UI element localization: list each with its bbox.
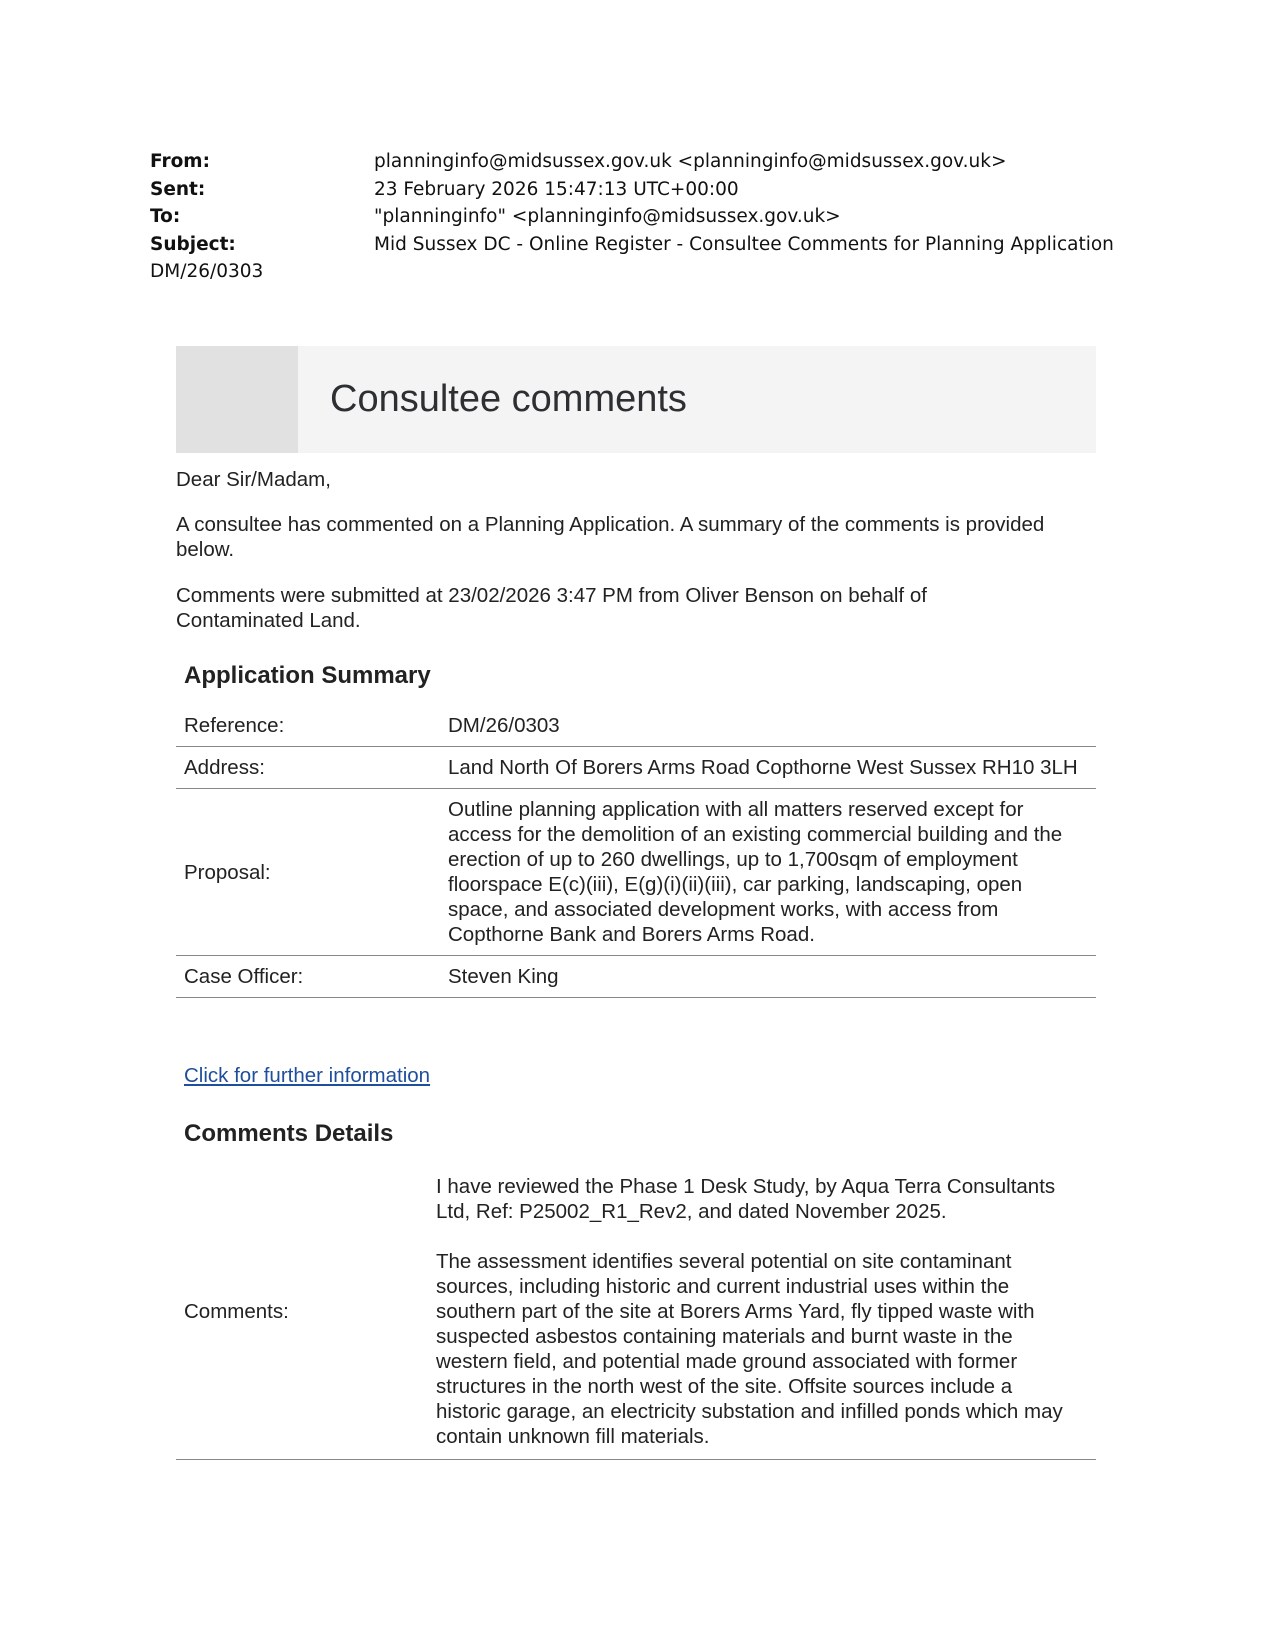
table-row	[176, 789, 1096, 956]
greeting: Dear Sir/Madam,	[176, 468, 331, 491]
table-row	[176, 1174, 1096, 1460]
further-information-link[interactable]: Click for further information	[184, 1064, 431, 1087]
table-row	[176, 956, 1096, 998]
email-header	[150, 148, 1150, 286]
subject-label: Subject:	[150, 233, 236, 255]
table-row	[176, 747, 1096, 789]
proposal-value: Outline planning application with all matters reserved except for access for the demolition of an existing commercial building and the erection of up to 260 dwellings, up to 1,700sqm of employment floorspace E(c)(iii), E(g)(i)(ii)(iii), car parking, landscaping, open space, and associated development works, with access from Copthorne Bank and Borers Arms Road.	[440, 789, 1096, 956]
comment-paragraph: I have reviewed the Phase 1 Desk Study, by Aqua Terra Consultants Ltd, Ref: P25002_R1_Rev2, and dated November 2025.	[436, 1175, 1056, 1223]
application-summary-title: Application Summary	[184, 662, 431, 689]
subject-continuation: DM/26/0303	[150, 261, 264, 282]
subject-value: Mid Sussex DC - Online Register - Consultee Comments for Planning Application	[374, 233, 1114, 255]
address-label: Address:	[176, 747, 440, 789]
sent-value: 23 February 2026 15:47:13 UTC+00:00	[374, 178, 739, 200]
from-label: From:	[150, 151, 210, 172]
banner-title: Consultee comments	[330, 378, 687, 420]
comments-label: Comments:	[176, 1174, 428, 1460]
proposal-label: Proposal:	[176, 789, 440, 956]
sent-row	[150, 176, 1150, 204]
consultee-comments-banner	[176, 346, 1096, 453]
case-officer-label: Case Officer:	[176, 956, 440, 998]
submission-info: Comments were submitted at 23/02/2026 3:47 PM from Oliver Benson on behalf of Contaminated Land.	[176, 584, 927, 632]
table-row	[176, 709, 1096, 747]
application-summary-table	[176, 709, 1096, 998]
address-value: Land North Of Borers Arms Road Copthorne West Sussex RH10 3LH	[440, 747, 1096, 789]
comments-details-title: Comments Details	[184, 1120, 394, 1147]
comments-details-table	[176, 1174, 1096, 1460]
from-value: planninginfo@midsussex.gov.uk <planninginfo@midsussex.gov.uk>	[374, 151, 1007, 172]
case-officer-value: Steven King	[440, 956, 1096, 998]
to-row	[150, 203, 1150, 231]
reference-label: Reference:	[176, 709, 440, 747]
comment-paragraph: The assessment identifies several potential on site contaminant sources, including historic and current industrial uses within the southern part of the site at Borers Arms Yard, fly tipped waste with suspected asbestos containing materials and burnt waste in the western field, and potential made ground associated with former structures in the north west of the site. Offsite sources include a historic garage, an electricity substation and infilled ponds which may contain unknown fill materials.	[436, 1250, 1063, 1448]
subject-row	[150, 231, 1150, 259]
to-label: To:	[150, 206, 181, 227]
intro-summary: A consultee has commented on a Planning Application. A summary of the comments is provided below.	[176, 513, 1045, 561]
from-row	[150, 148, 1150, 176]
comments-value	[428, 1174, 1096, 1460]
to-value: "planninginfo" <planninginfo@midsussex.gov.uk>	[374, 206, 841, 227]
sent-label: Sent:	[150, 178, 206, 200]
reference-value: DM/26/0303	[440, 709, 1096, 747]
banner-accent-block	[176, 346, 298, 453]
